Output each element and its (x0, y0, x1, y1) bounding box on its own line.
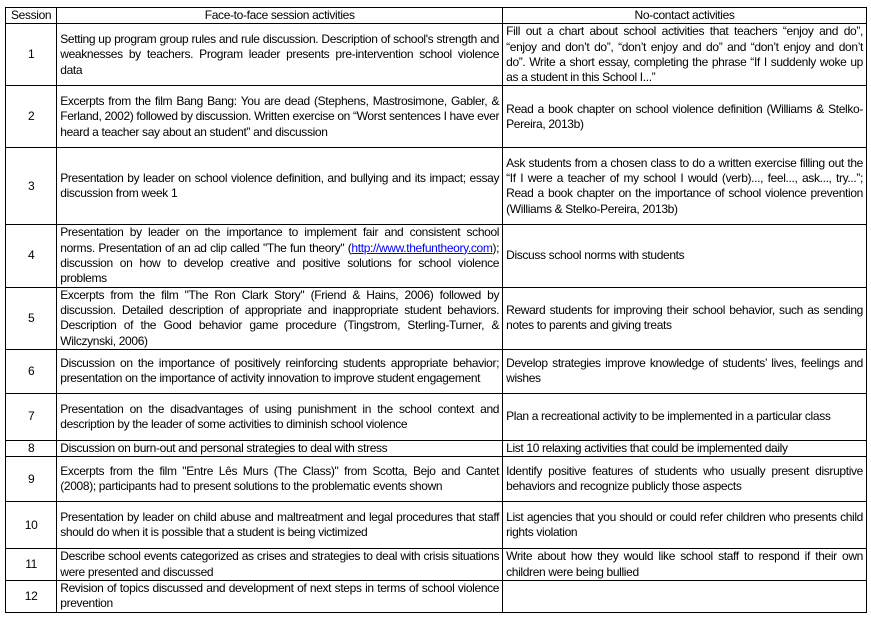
table-row (6, 24, 867, 86)
session-number: 5 (6, 287, 57, 349)
no-contact-activity: Ask students from a chosen class to do a written exercise filling out the “If I were a teacher of my school I would (verb)..., feel..., ask..., try...”; Read a book chapter on the importance of school violence prevention (Williams & Stelko-Pereira, 2013b) (503, 148, 867, 225)
header-session: Session (6, 8, 57, 24)
table-row (6, 287, 867, 349)
face-to-face-activity: Revision of topics discussed and development of next steps in terms of school violence prevention (57, 581, 503, 613)
no-contact-activity (503, 581, 867, 613)
face-to-face-activity: Presentation by leader on school violence definition, and bullying and its impact; essay discussion from week 1 (57, 148, 503, 225)
session-number: 9 (6, 457, 57, 502)
no-contact-activity: List agencies that you should or could refer children who presents child rights violation (503, 502, 867, 549)
no-contact-activity: Reward students for improving their school behavior, such as sending notes to parents and giving treats (503, 287, 867, 349)
table-row (6, 502, 867, 549)
face-to-face-activity (57, 225, 503, 287)
table-row (6, 349, 867, 393)
no-contact-activity: Write about how they would like school staff to respond if their own children were being bullied (503, 549, 867, 581)
table-row (6, 393, 867, 440)
face-to-face-activity: Presentation on the disadvantages of using punishment in the school context and description by the leader of some activities to diminish school violence (57, 393, 503, 440)
no-contact-activity: Discuss school norms with students (503, 225, 867, 287)
face-to-face-activity: Presentation by leader on child abuse and maltreatment and legal procedures that staff should do when it is possible that a student is being victimized (57, 502, 503, 549)
session-number: 6 (6, 349, 57, 393)
no-contact-activity: Read a book chapter on school violence definition (Williams & Stelko-Pereira, 2013b) (503, 86, 867, 148)
table-row (6, 148, 867, 225)
session-number: 10 (6, 502, 57, 549)
face-to-face-activity: Excerpts from the film "Entre Lês Murs (The Class)" from Scotta, Bejo and Cantet (2008); participants had to present solutions to the problematic events shown (57, 457, 503, 502)
text: Presentation by leader on the importance to implement fair and consistent school norms. Presentation of an ad clip called "The fun theory" ( (60, 225, 500, 255)
table-row (6, 457, 867, 502)
header-face-to-face: Face-to-face session activities (57, 8, 503, 24)
no-contact-activity: Identify positive features of students who usually present disruptive behaviors and recognize publicly those aspects (503, 457, 867, 502)
session-number: 4 (6, 225, 57, 287)
session-number: 1 (6, 24, 57, 86)
table-row (6, 225, 867, 287)
session-number: 7 (6, 393, 57, 440)
face-to-face-activity: Discussion on the importance of positively reinforcing students appropriate behavior; presentation on the importance of activity innovation to improve student engagement (57, 349, 503, 393)
funtheory-link[interactable]: http://www.thefuntheory.com (351, 240, 493, 255)
header-no-contact: No-contact activities (503, 8, 867, 24)
session-number: 8 (6, 440, 57, 456)
no-contact-activity: Fill out a chart about school activities that teachers “enjoy and do”, “enjoy and don’t do”, “don’t enjoy and do” and “don’t enjoy and don’t do”. Write a short essay, completing the phrase “If I suddenly woke up as a student in this School I...” (503, 24, 867, 86)
header-row (6, 8, 867, 24)
text: ); discussion on how to develop creative and positive solutions for school violence problems (60, 240, 500, 286)
face-to-face-activity: Discussion on burn-out and personal strategies to deal with stress (57, 440, 503, 456)
face-to-face-activity: Describe school events categorized as crises and strategies to deal with crisis situations were presented and discussed (57, 549, 503, 581)
face-to-face-activity: Setting up program group rules and rule discussion. Description of school's strength and weaknesses by teachers. Program leader presents pre-intervention school violence data (57, 24, 503, 86)
face-to-face-activity: Excerpts from the film Bang Bang: You are dead (Stephens, Mastrosimone, Gabler, & Ferland, 2002) followed by discussion. Written exercise on “Worst sentences I have ever heard a teacher say about an student” and discussion (57, 86, 503, 148)
table-row (6, 86, 867, 148)
no-contact-activity: List 10 relaxing activities that could be implemented daily (503, 440, 867, 456)
table-row (6, 581, 867, 613)
session-number: 3 (6, 148, 57, 225)
table-row (6, 549, 867, 581)
session-number: 11 (6, 549, 57, 581)
face-to-face-activity: Excerpts from the film "The Ron Clark Story" (Friend & Hains, 2006) followed by discussion. Detailed description of appropriate and inappropriate student behaviors. Description of the Good behavior game procedure (Tingstrom, Sterling-Turner, & Wilczynski, 2006) (57, 287, 503, 349)
session-activities-table (5, 7, 867, 613)
no-contact-activity: Plan a recreational activity to be implemented in a particular class (503, 393, 867, 440)
session-number: 2 (6, 86, 57, 148)
table-row (6, 440, 867, 456)
no-contact-activity: Develop strategies improve knowledge of students’ lives, feelings and wishes (503, 349, 867, 393)
session-number: 12 (6, 581, 57, 613)
